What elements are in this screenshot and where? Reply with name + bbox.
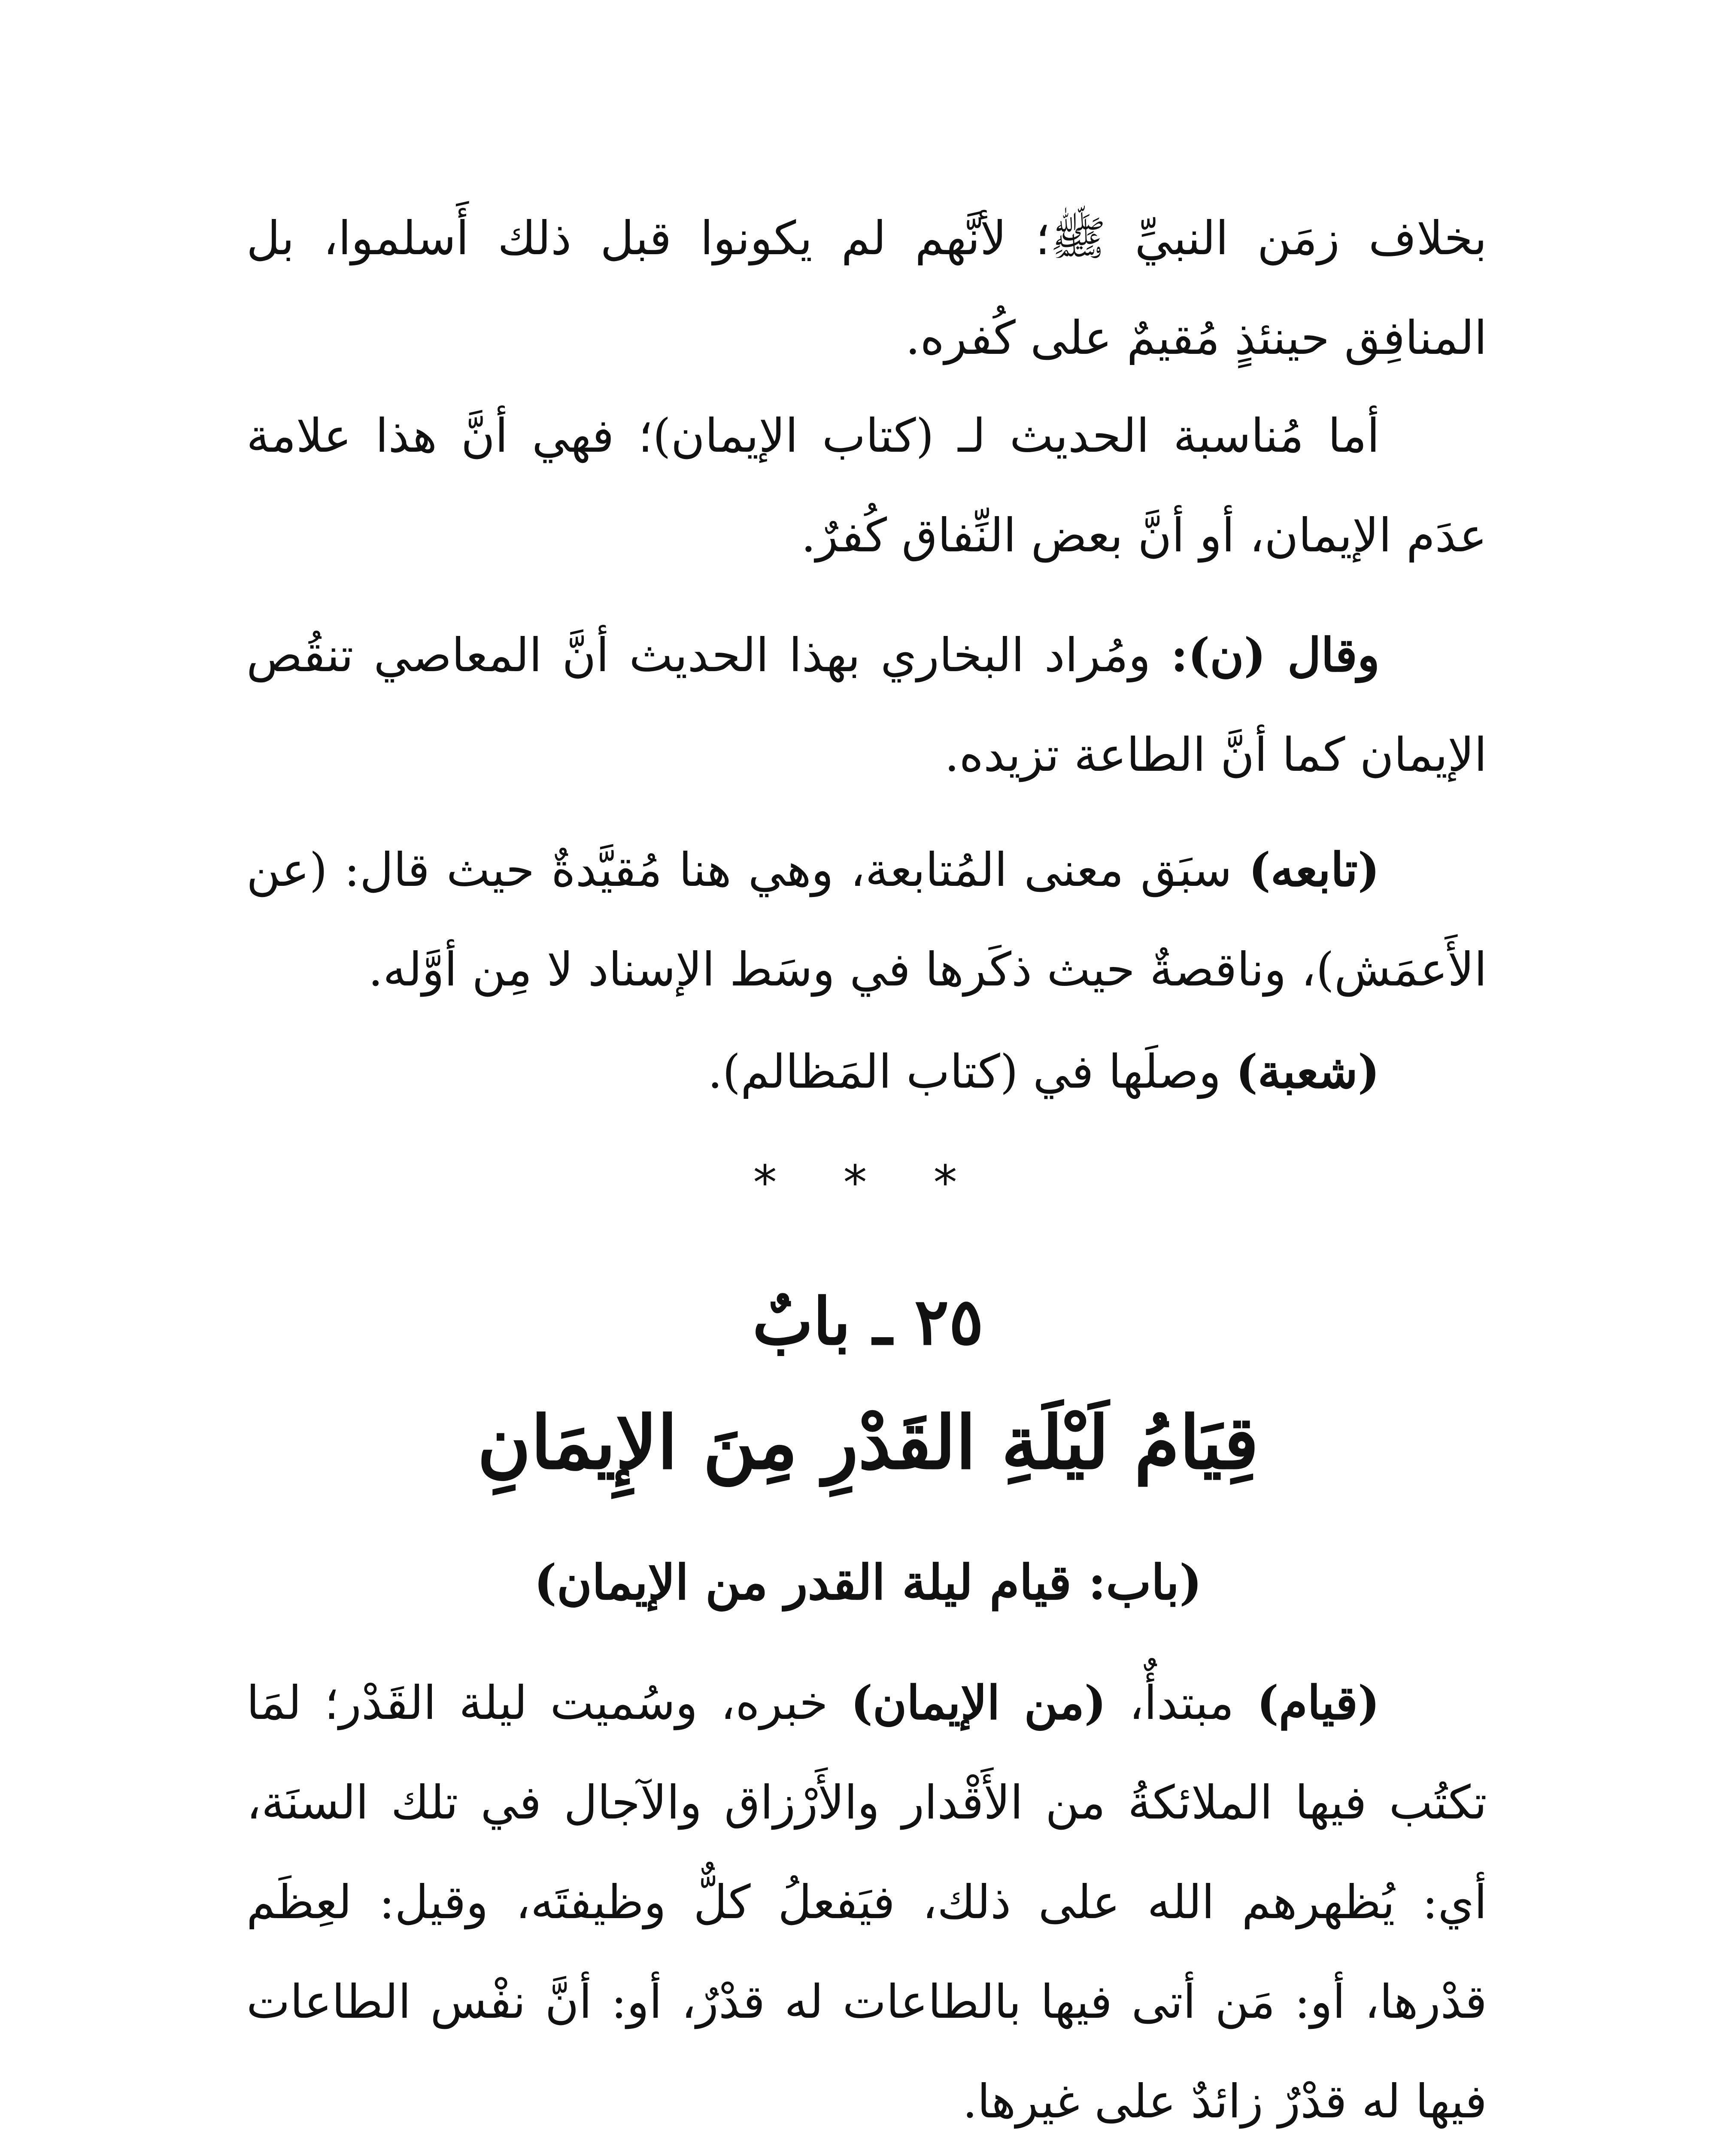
paragraph-5-text: وصلَها في (كتاب المَظالم).: [707, 1045, 1236, 1099]
paragraph-4: [246, 820, 1487, 1020]
paragraph-6-lead-2: (من الإيمان): [850, 1676, 1106, 1730]
chapter-subheading: (باب: قيام ليلة القدر من الإيمان): [534, 1554, 1202, 1611]
paragraph-4-lead: (تابعه): [1248, 843, 1380, 897]
paragraph-6-text: خبره، وسُميت ليلة القَدْر؛ لمَا تكتُب فيها الملائكةُ من الأَقْدار والأَرْزاق والآجال في تلك السنَة، أي: يُظهرهم الله على ذلك، فيَفعلُ كلٌّ وظيفتَه، وقيل: لعِظَم قدْرها، أو: مَن أتى فيها بالطاعات له قدْرٌ، أو: أنَّ نفْس الطاعات فيها له قدْرٌ زائدٌ على غيرها.: [246, 1676, 1487, 2129]
paragraph-6: [246, 1653, 1487, 2147]
section-separator: * * *: [753, 1155, 983, 1210]
paragraph-6-mid: مبتدأٌ،: [1106, 1676, 1257, 1730]
paragraph-4-text: سبَق معنى المُتابعة، وهي هنا مُقيَّدةٌ حيث قال: (عن الأَعمَش)، وناقصةٌ حيث ذكَرها في وسَط الإسناد لا مِن أوَّله.: [246, 843, 1487, 997]
paragraph-3-lead: وقال (ن):: [1171, 628, 1380, 682]
paragraph-7: [246, 2130, 1487, 2147]
paragraph-6-lead: (قيام): [1256, 1676, 1380, 1730]
paragraph-3: [246, 605, 1487, 805]
paragraph-1-text: بخلاف زمَن النبيِّ ﷺ؛ لأنَّهم لم يكونوا قبل ذلك أَسلموا، بل المنافِق حينئذٍ مُقيمٌ على كُفره.: [246, 212, 1487, 365]
paragraph-2: [246, 386, 1487, 586]
chapter-number: ٢٥ ـ بابٌ: [752, 1284, 984, 1359]
paragraph-3-text: ومُراد البخاري بهذا الحديث أنَّ المعاصي تنقُص الإيمان كما أنَّ الطاعة تزيده.: [246, 629, 1487, 782]
paragraph-5-lead: (شعبة): [1235, 1045, 1380, 1099]
paragraph-1: [246, 189, 1487, 388]
chapter-title: قِيَامُ لَيْلَةِ القَدْرِ مِنَ الإِيمَانِ: [477, 1400, 1259, 1486]
paragraph-2-text: أما مُناسبة الحديث لـ (كتاب الإيمان)؛ فهي أنَّ هذا علامة عدَم الإيمان، أو أنَّ بعض النِّفاق كُفرٌ.: [246, 409, 1487, 563]
paragraph-5: [246, 1022, 1487, 1122]
